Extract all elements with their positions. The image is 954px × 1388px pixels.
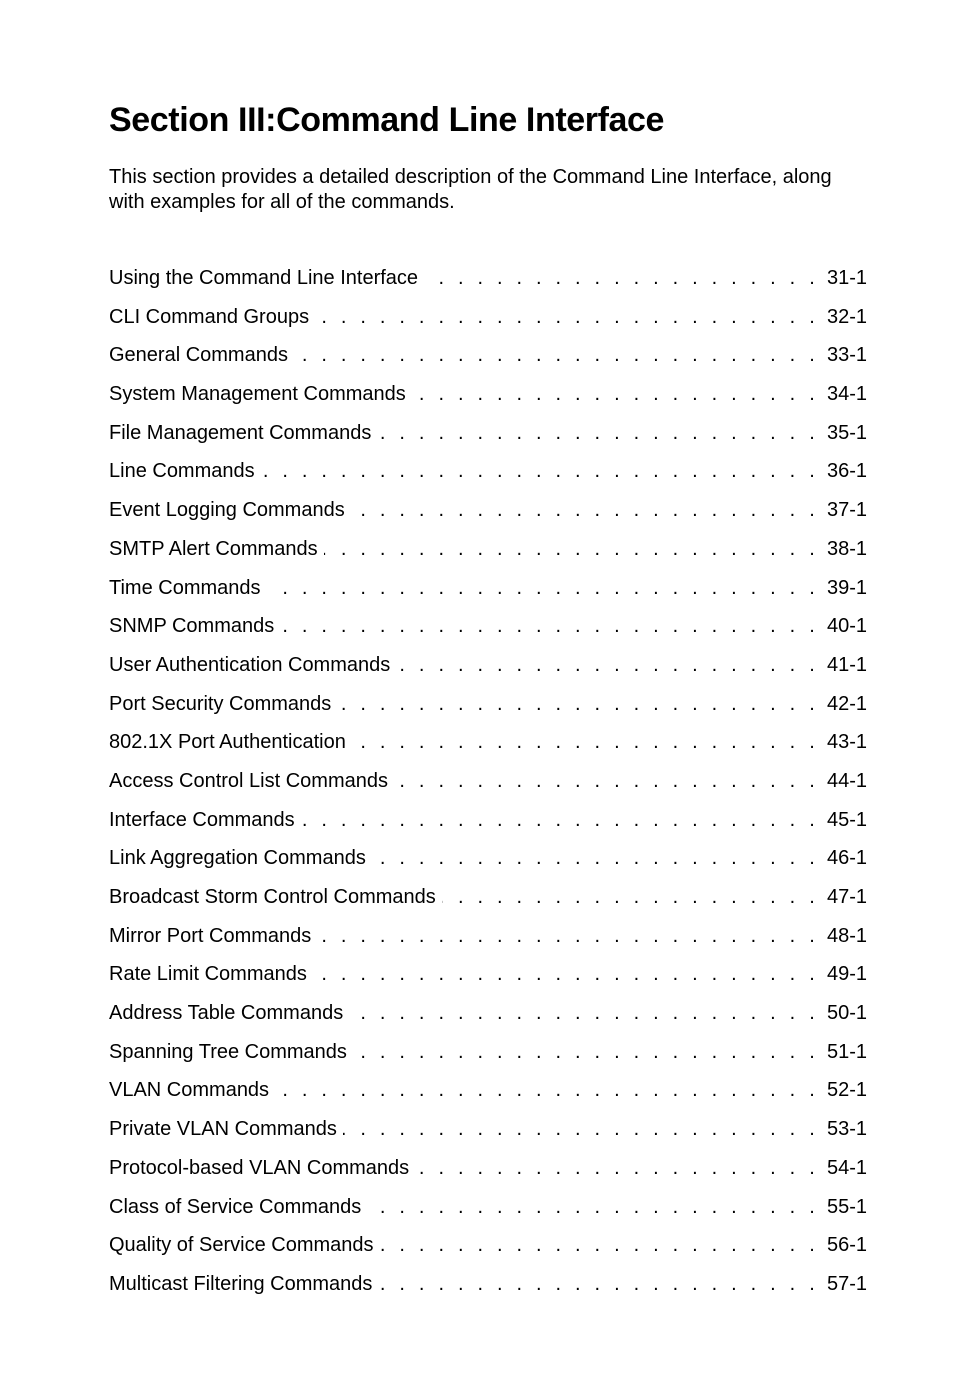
section-intro: This section provides a detailed description of the Command Line Interface, along with examples for all of the commands. xyxy=(109,166,832,213)
toc-entry-label: Private VLAN Commands xyxy=(109,1118,337,1141)
toc-entry-page: 39-1 xyxy=(826,576,867,599)
toc-entry-label: Time Commands xyxy=(109,576,261,599)
toc-leader-dots xyxy=(261,456,819,486)
toc-entry[interactable] xyxy=(109,456,867,495)
toc-entry-page: 44-1 xyxy=(826,769,867,792)
toc-entry-page: 55-1 xyxy=(826,1195,867,1218)
toc-entry-page: 35-1 xyxy=(826,421,867,444)
toc-entry[interactable] xyxy=(109,1230,867,1269)
toc-leader-dots xyxy=(378,1269,819,1299)
toc-entry[interactable] xyxy=(109,263,867,302)
toc-entry-label: Multicast Filtering Commands xyxy=(109,1272,373,1295)
toc-entry-label: Mirror Port Commands xyxy=(109,924,312,947)
toc-entry[interactable] xyxy=(109,302,867,341)
toc-entry[interactable] xyxy=(109,418,867,457)
toc-entry-label: System Management Commands xyxy=(109,383,406,406)
toc-leader-dots xyxy=(353,1037,819,1067)
toc-leader-dots xyxy=(267,573,819,603)
toc-entry-page: 42-1 xyxy=(826,692,867,715)
section-title: Section III:Command Line Interface xyxy=(109,101,665,139)
toc-entry[interactable] xyxy=(109,843,867,882)
toc-entry-page: 52-1 xyxy=(826,1079,867,1102)
toc-entry-label: Line Commands xyxy=(109,460,255,483)
toc-entry[interactable] xyxy=(109,1075,867,1114)
toc-entry-label: User Authentication Commands xyxy=(109,653,391,676)
toc-entry-page: 37-1 xyxy=(826,499,867,522)
toc-entry-label: General Commands xyxy=(109,344,288,367)
toc-leader-dots xyxy=(412,379,819,409)
toc-entry[interactable] xyxy=(109,379,867,418)
toc-entry-page: 43-1 xyxy=(826,731,867,754)
toc-entry[interactable] xyxy=(109,805,867,844)
toc-entry-label: Spanning Tree Commands xyxy=(109,1040,347,1063)
toc-entry-label: Class of Service Commands xyxy=(109,1195,362,1218)
toc-leader-dots xyxy=(280,611,819,641)
toc-leader-dots xyxy=(424,263,819,293)
toc-entry[interactable] xyxy=(109,1153,867,1192)
toc-leader-dots xyxy=(343,1114,819,1144)
toc-entry[interactable] xyxy=(109,1192,867,1231)
toc-entry-label: VLAN Commands xyxy=(109,1079,270,1102)
toc-leader-dots xyxy=(352,727,819,757)
toc-entry[interactable] xyxy=(109,1037,867,1076)
toc-entry-page: 36-1 xyxy=(826,460,867,483)
toc-entry-page: 54-1 xyxy=(826,1156,867,1179)
toc-entry-label: File Management Commands xyxy=(109,421,372,444)
toc-entry[interactable] xyxy=(109,882,867,921)
toc-entry-page: 34-1 xyxy=(826,383,867,406)
toc-entry-page: 45-1 xyxy=(826,808,867,831)
toc-entry-page: 46-1 xyxy=(826,847,867,870)
toc-entry[interactable] xyxy=(109,727,867,766)
toc-entry-page: 50-1 xyxy=(826,1002,867,1025)
toc-leader-dots xyxy=(313,959,819,989)
toc-entry[interactable] xyxy=(109,573,867,612)
toc-entry[interactable] xyxy=(109,611,867,650)
toc-leader-dots xyxy=(351,495,819,525)
toc-leader-dots xyxy=(394,766,819,796)
toc-entry-page: 53-1 xyxy=(826,1118,867,1141)
toc-leader-dots xyxy=(317,921,819,951)
toc-entry-label: Port Security Commands xyxy=(109,692,332,715)
toc-leader-dots xyxy=(301,805,819,835)
toc-entry-page: 31-1 xyxy=(826,267,867,289)
toc-leader-dots xyxy=(372,843,819,873)
toc-entry-label: Protocol-based VLAN Commands xyxy=(109,1156,410,1179)
toc-leader-dots xyxy=(415,1153,819,1183)
toc-entry-label: Access Control List Commands xyxy=(109,769,388,792)
toc-entry-page: 56-1 xyxy=(826,1234,867,1257)
toc-leader-dots xyxy=(396,650,819,680)
toc-entry[interactable] xyxy=(109,921,867,960)
toc-entry[interactable] xyxy=(109,650,867,689)
toc-leader-dots xyxy=(377,418,819,448)
toc-entry[interactable] xyxy=(109,534,867,573)
toc-entry[interactable] xyxy=(109,766,867,805)
toc-entry-page: 49-1 xyxy=(826,963,867,986)
toc-entry-label: CLI Command Groups xyxy=(109,305,310,328)
toc-entry-label: 802.1X Port Authentication xyxy=(109,731,346,754)
toc-leader-dots xyxy=(442,882,819,912)
table-of-contents xyxy=(109,263,867,1308)
toc-leader-dots xyxy=(315,302,819,332)
toc-entry[interactable] xyxy=(109,1114,867,1153)
toc-entry[interactable] xyxy=(109,998,867,1037)
toc-entry-page: 41-1 xyxy=(826,653,867,676)
toc-entry-label: Quality of Service Commands xyxy=(109,1234,374,1257)
toc-leader-dots xyxy=(380,1230,819,1260)
toc-entry-page: 51-1 xyxy=(826,1040,867,1063)
toc-entry-page: 40-1 xyxy=(826,615,867,638)
toc-leader-dots xyxy=(337,689,819,719)
toc-leader-dots xyxy=(324,534,819,564)
toc-entry[interactable] xyxy=(109,689,867,728)
toc-leader-dots xyxy=(275,1075,819,1105)
toc-entry-label: Address Table Commands xyxy=(109,1002,344,1025)
toc-entry-label: Broadcast Storm Control Commands xyxy=(109,886,436,908)
toc-leader-dots xyxy=(294,340,819,370)
toc-entry-page: 32-1 xyxy=(826,305,867,328)
toc-leader-dots xyxy=(349,998,819,1028)
toc-entry[interactable] xyxy=(109,959,867,998)
toc-entry-page: 47-1 xyxy=(826,886,867,908)
toc-entry-label: Using the Command Line Interface xyxy=(109,267,419,289)
toc-entry-label: Rate Limit Commands xyxy=(109,963,307,986)
toc-entry-page: 48-1 xyxy=(826,924,867,947)
toc-entry-label: Event Logging Commands xyxy=(109,499,345,522)
toc-entry[interactable] xyxy=(109,340,867,379)
toc-entry-label: Interface Commands xyxy=(109,808,295,831)
toc-entry-page: 57-1 xyxy=(826,1272,867,1295)
toc-entry-label: Link Aggregation Commands xyxy=(109,847,366,870)
toc-entry-label: SNMP Commands xyxy=(109,615,275,638)
toc-entry[interactable] xyxy=(109,495,867,534)
toc-leader-dots xyxy=(367,1192,819,1222)
toc-entry-page: 33-1 xyxy=(826,344,867,367)
toc-entry[interactable] xyxy=(109,1269,867,1308)
toc-entry-page: 38-1 xyxy=(826,537,867,560)
toc-entry-label: SMTP Alert Commands xyxy=(109,537,318,560)
